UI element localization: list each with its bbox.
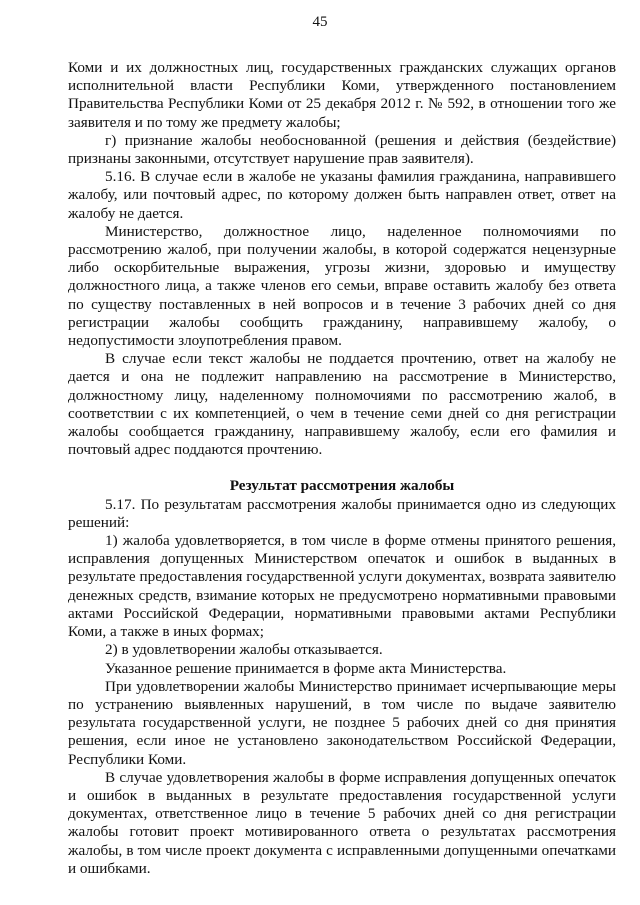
paragraph: Коми и их должностных лиц, государственных гражданских служащих органов исполнительной власти Республики Коми, утвержденного постановлением Правительства Республики Коми от 25 декабря 2012 г. № 592, в отношении того же заявителя и по тому же предмету жалобы;	[68, 59, 616, 131]
section-heading: Результат рассмотрения жалобы	[229, 477, 455, 495]
paragraph: В случае удовлетворения жалобы в форме исправления допущенных опечаток и ошибок в выданных в результате предоставления государственной услуги документах, ответственное лицо в течение 5 рабочих дней со дня регистрации жалобы готовит проект мотивированного ответа о результатах рассмотрения жалобы, в том числе проект документа с исправленными допущенными опечатками и ошибками.	[68, 768, 616, 877]
paragraph: г) признание жалобы необоснованной (решения и действия (бездействие) признаны законными, отсутствует нарушение прав заявителя).	[68, 131, 616, 168]
paragraph: Указанное решение принимается в форме акта Министерства.	[105, 659, 507, 677]
paragraph: В случае если текст жалобы не поддается прочтению, ответ на жалобу не дается и она не подлежит направлению на рассмотрение в Министерство, должностному лицу, наделенному полномочиями по рассмотрению жалоб, в соответствии с их компетенцией, о чем в течение семи дней со дня регистрации жалобы сообщается гражданину, направившему жалобу, если его фамилия и почтовый адрес поддаются прочтению.	[68, 350, 616, 459]
paragraph: Министерство, должностное лицо, наделенное полномочиями по рассмотрению жалоб, при получении жалобы, в которой содержатся нецензурные либо оскорбительные выражения, угрозы жизни, здоровью и имуществу должностного лица, а также членов его семьи, вправе оставить жалобу без ответа по существу поставленных в ней вопросов и в течение 3 рабочих дней со дня регистрации жалобы сообщить гражданину, направившему жалобу, о недопустимости злоупотребления правом.	[68, 222, 616, 350]
paragraph: 2) в удовлетворении жалобы отказывается.	[105, 641, 383, 659]
page-number: 45	[312, 14, 328, 30]
paragraph: 1) жалоба удовлетворяется, в том числе в форме отмены принятого решения, исправления допущенных Министерством опечаток и ошибок в выданных в результате предоставления государственной услуги документах, возврата заявителю денежных средств, взимание которых не предусмотрено нормативными правовыми актами Российской Федерации, нормативными правовыми актами Республики Коми, а также в иных формах;	[68, 532, 616, 641]
paragraph: 5.17. По результатам рассмотрения жалобы принимается одно из следующих решений:	[68, 495, 616, 531]
paragraph: При удовлетворении жалобы Министерство принимает исчерпывающие меры по устранению выявленных нарушений, в том числе по выдаче заявителю результата государственной услуги, не позднее 5 рабочих дней со дня принятия решения, если иное не установлено законодательством Российской Федерации, Республики Коми.	[68, 677, 616, 768]
document-body	[68, 59, 616, 878]
paragraph: 5.16. В случае если в жалобе не указаны фамилия гражданина, направившего жалобу, или почтовый адрес, по которому должен быть направлен ответ, ответ на жалобу не дается.	[68, 168, 616, 222]
